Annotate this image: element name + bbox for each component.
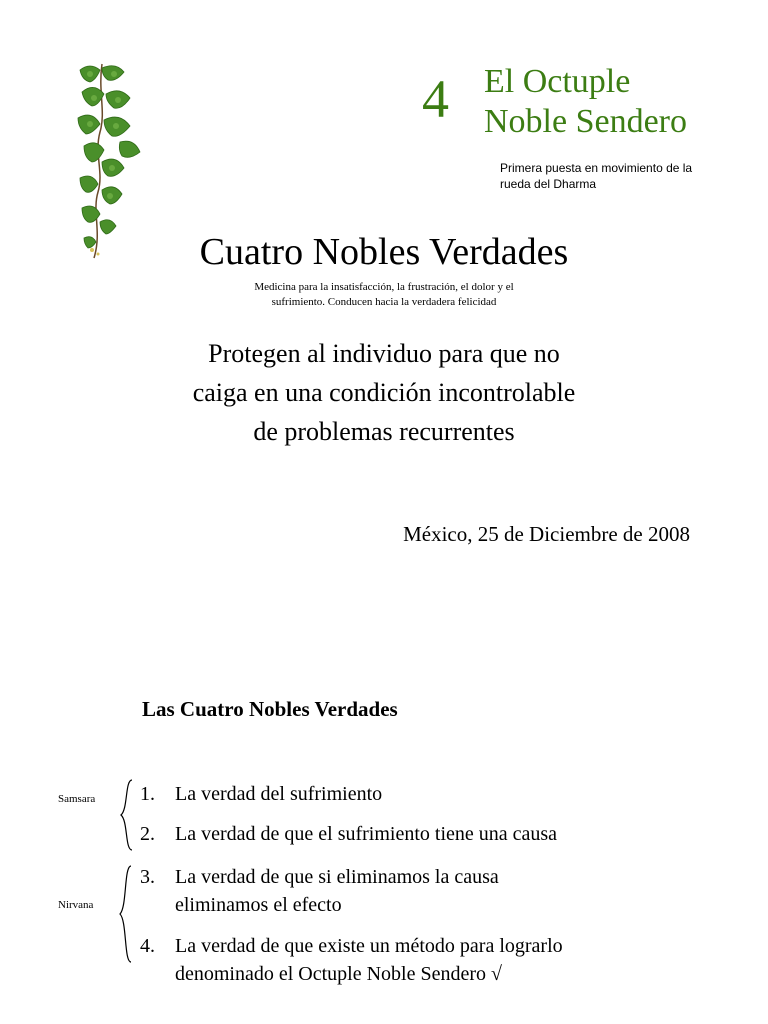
truth-text-line-2: denominado el Octuple Noble Sendero √ <box>175 963 503 985</box>
truth-text: La verdad de que el sufrimiento tiene una causa <box>175 823 558 845</box>
truth-text: La verdad del sufrimiento <box>175 783 383 805</box>
group-label-nirvana: Nirvana <box>58 899 94 911</box>
medicine-note <box>0 280 768 310</box>
chapter-title-line-2: Noble Sendero <box>484 103 688 140</box>
truth-item-1 <box>140 780 382 808</box>
group-label-samsara: Samsara <box>58 793 96 805</box>
section-heading: Las Cuatro Nobles Verdades <box>142 697 398 721</box>
truth-item-2 <box>140 820 557 848</box>
truth-text <box>175 932 563 988</box>
truth-number: 4. <box>140 935 155 957</box>
protection-line-2: caiga en una condición incontrolable <box>192 378 576 407</box>
truth-text-line-1: La verdad de que existe un método para lograrlo <box>175 935 563 957</box>
medicine-note-line-2: sufrimiento. Conducen hacia la verdadera felicidad <box>271 296 497 308</box>
nirvana-brace-icon <box>117 865 135 963</box>
truth-text-line-1: La verdad de que si eliminamos la causa <box>175 866 499 888</box>
truth-item-4 <box>140 932 563 988</box>
chapter-subtitle-line-2: rueda del Dharma <box>500 177 597 191</box>
truth-item-3 <box>140 863 499 919</box>
truth-text <box>175 863 499 919</box>
truth-text-line-2: eliminamos el efecto <box>175 894 342 916</box>
document-date: México, 25 de Diciembre de 2008 <box>403 522 690 546</box>
truth-number: 2. <box>140 823 155 845</box>
chapter-number: 4 <box>422 69 449 129</box>
protection-statement <box>0 334 768 451</box>
samsara-brace-icon <box>118 779 136 851</box>
protection-line-1: Protegen al individuo para que no <box>208 339 560 368</box>
protection-line-3: de problemas recurrentes <box>253 417 515 446</box>
truth-number: 1. <box>140 783 155 805</box>
chapter-title <box>484 62 687 142</box>
medicine-note-line-1: Medicina para la insatisfacción, la frustración, el dolor y el <box>254 281 514 293</box>
main-title: Cuatro Nobles Verdades <box>199 231 569 273</box>
chapter-title-line-1: El Octuple <box>484 63 631 100</box>
chapter-subtitle-line-1: Primera puesta en movimiento de la <box>500 161 693 175</box>
chapter-subtitle <box>500 160 720 192</box>
truth-number: 3. <box>140 866 155 888</box>
